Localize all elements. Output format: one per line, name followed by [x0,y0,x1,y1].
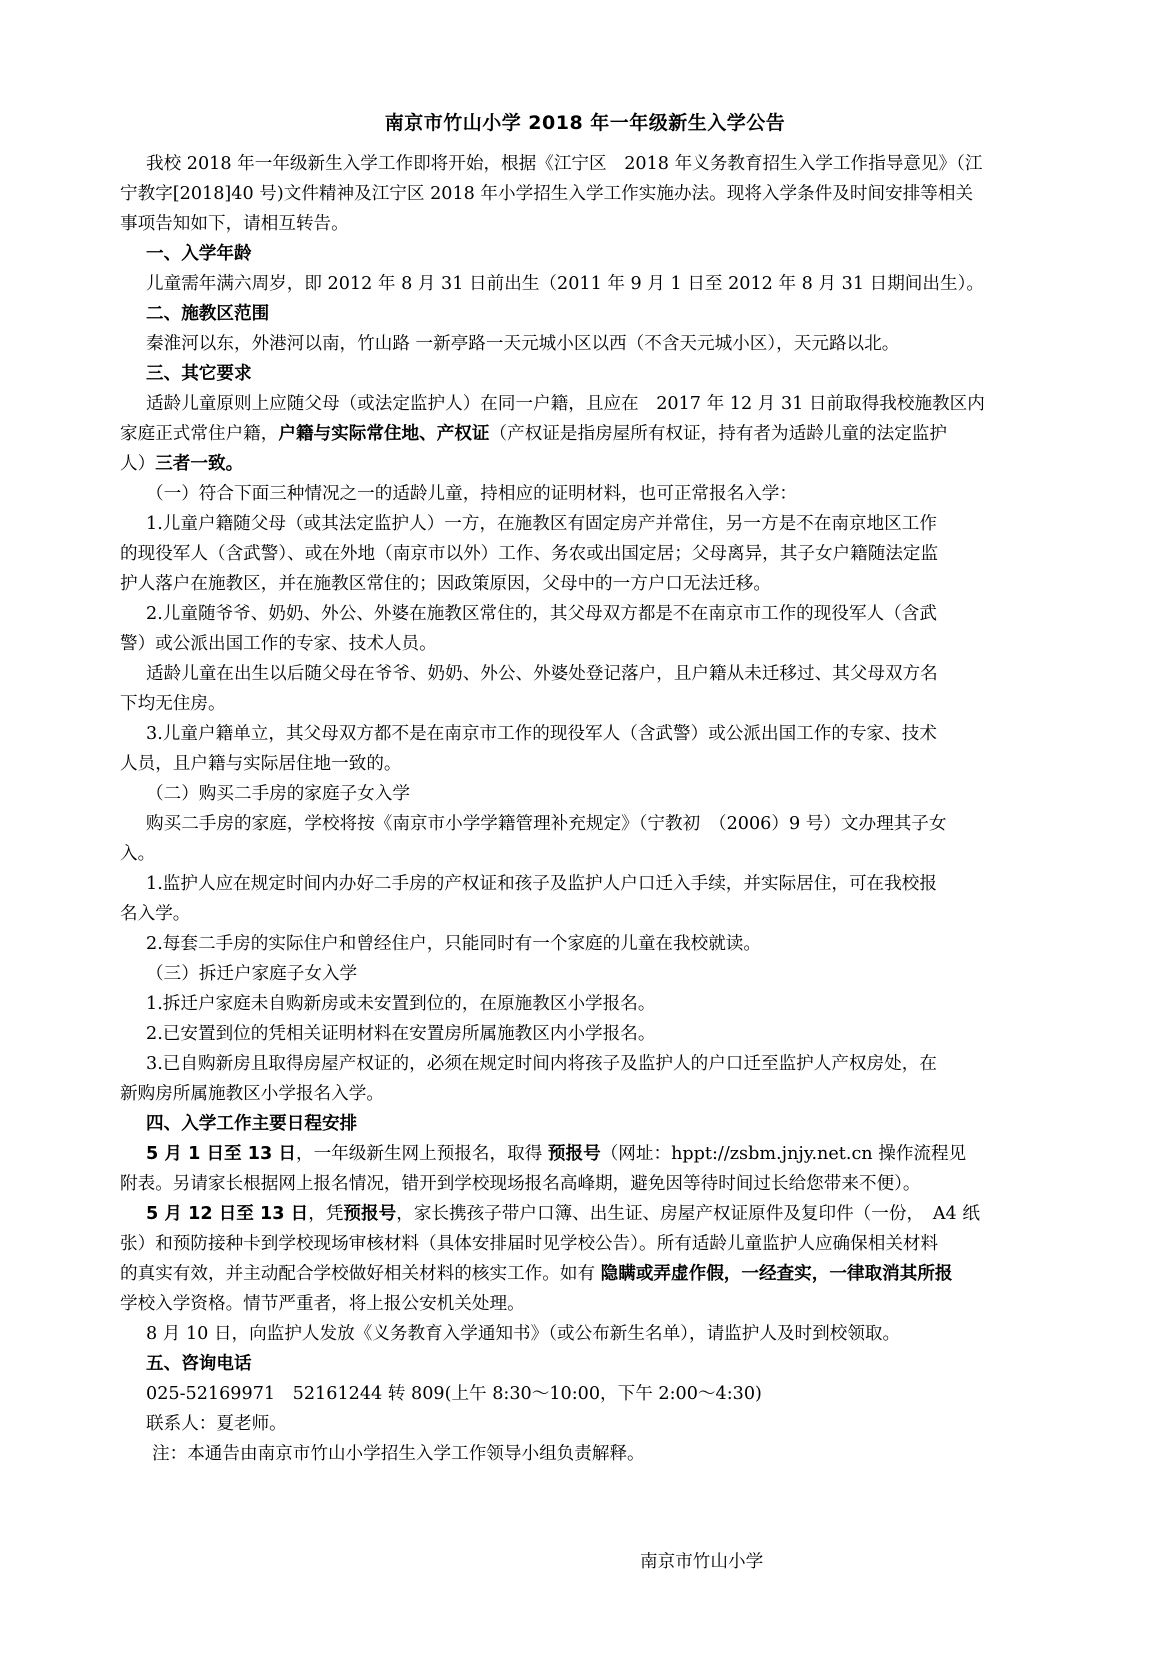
subsection-1-heading: （一）符合下面三种情况之一的适龄儿童，持相应的证明材料，也可正常报名入学： [146,484,797,504]
section-3-para-1-line-1: 适龄儿童原则上应随父母（或法定监护人）在同一户籍，且应在 2017 年 12 月 31 日前取得我校施教区内 [146,394,985,414]
item-2b-line-2: 下均无住房。 [120,694,226,714]
schedule-a-date: 5 月 1 日至 13 日 [146,1144,296,1164]
subsection-2-heading: （二）购买二手房的家庭子女入学 [146,784,410,804]
subsection-3-heading: （三）拆迁户家庭子女入学 [146,964,358,984]
text-segment: ，凭 [308,1204,344,1224]
subitem-2: 2.每套二手房的实际住户和曾经住户，只能同时有一个家庭的儿童在我校就读。 [146,934,761,954]
relocation-item-3-line-1: 3.已自购新房且取得房屋产权证的，必须在规定时间内将孩子及监护人的户口迁至监护人产权房处，在 [146,1054,937,1074]
section-1-text: 儿童需年满六周岁，即 2012 年 8 月 31 日前出生（2011 年 9 月 1 日至 2012 年 8 月 31 日期间出生）。 [146,274,984,294]
section-2-heading: 二、施教区范围 [146,304,270,324]
bold-segment: 预报号 [343,1204,397,1224]
intro-line-2: 宁教字[2018]40 号)文件精神及江宁区 2018 年小学招生入学工作实施办法。现将入学条件及时间安排等相关 [120,184,974,204]
relocation-item-2: 2.已安置到位的凭相关证明材料在安置房所属施教区内小学报名。 [146,1024,656,1044]
bold-segment: 三者一致。 [155,454,244,474]
schedule-b-date: 5 月 12 日至 13 日 [146,1204,309,1224]
subitem-1-line-2: 名入学。 [120,904,191,924]
schedule-c: 8 月 10 日，向监护人发放《义务教育入学通知书》（或公布新生名单），请监护人及时到校领取。 [146,1324,901,1344]
section-2-text: 秦淮河以东，外港河以南，竹山路 一新亭路一天元城小区以西（不含天元城小区），天元路以北。 [146,334,900,354]
text-segment: （网址：hppt://zsbm.jnjy.net.cn 操作流程见 [600,1144,967,1164]
document-title: 南京市竹山小学 2018 年一年级新生入学公告 [384,112,786,134]
section-3-para-1-line-2 [120,420,947,448]
text-segment: ，家长携孩子带户口簿、出生证、房屋产权证原件及复印件（一份， A4 纸 [396,1204,980,1224]
text-segment: ，一年级新生网上预报名，取得 [295,1144,548,1164]
schedule-b-line-2: 张）和预防接种卡到学校现场审核材料（具体安排届时见学校公告）。所有适龄儿童监护人应确保相关材料 [120,1234,939,1254]
section-4-heading: 四、入学工作主要日程安排 [146,1114,358,1134]
schedule-a-line-2: 附表。另请家长根据网上报名情况，错开到学校现场报名高峰期，避免因等待时间过长给您带来不便）。 [120,1174,921,1194]
text-segment: 的真实有效，并主动配合学校做好相关材料的核实工作。如有 [120,1264,601,1284]
section-3-para-1-line-3 [120,450,243,478]
item-1-line-3: 护人落户在施教区，并在施教区常住的；因政策原因，父母中的一方户口无法迁移。 [120,574,771,594]
schedule-a-line-1 [146,1140,966,1168]
footnote: 注：本通告由南京市竹山小学招生入学工作领导小组负责解释。 [152,1444,645,1464]
schedule-b-line-4: 学校入学资格。情节严重者，将上报公安机关处理。 [120,1294,525,1314]
relocation-item-1: 1.拆迁户家庭未自购新房或未安置到位的，在原施教区小学报名。 [146,994,656,1014]
item-3-line-1: 3.儿童户籍单立，其父母双方都不是在南京市工作的现役军人（含武警）或公派出国工作的专家、技术 [146,724,937,744]
text-segment: 家庭正式常住户籍， [120,424,279,444]
section-1-heading: 一、入学年龄 [146,244,252,264]
intro-line-1: 我校 2018 年一年级新生入学工作即将开始，根据《江宁区 2018 年义务教育招生入学工作指导意见》（江 [146,154,983,174]
section-3-heading: 三、其它要求 [146,364,252,384]
section-3-para-2-line-2: 入。 [120,844,156,864]
item-3-line-2: 人员，且户籍与实际居住地一致的。 [120,754,402,774]
item-2b-line-1: 适龄儿童在出生以后随父母在爷爷、奶奶、外公、外婆处登记落户，且户籍从未迁移过、其父母双方名 [146,664,938,684]
signature: 南京市竹山小学 [640,1552,764,1572]
item-1-line-2: 的现役军人（含武警）、或在外地（南京市以外）工作、务农或出国定居；父母离异，其子女户籍随法定监 [120,544,939,564]
item-2-line-1: 2.儿童随爷爷、奶奶、外公、外婆在施教区常住的，其父母双方都是不在南京市工作的现役军人（含武 [146,604,937,624]
subitem-1-line-1: 1.监护人应在规定时间内办好二手房的产权证和孩子及监护人户口迁入手续，并实际居住，可在我校报 [146,874,937,894]
section-3-para-2-line-1: 购买二手房的家庭，学校将按《南京市小学学籍管理补充规定》（宁教初 （2006）9 号）文办理其子女 [146,814,947,834]
bold-segment: 预报号 [547,1144,601,1164]
contact-person: 联系人：夏老师。 [146,1414,287,1434]
schedule-b-line-3 [120,1260,953,1288]
item-1-line-1: 1.儿童户籍随父母（或其法定监护人）一方，在施教区有固定房产并常住，另一方是不在南京地区工作 [146,514,937,534]
phone-numbers: 025-52169971 52161244 转 809(上午 8:30～10:00，下午 2:00～4:30) [146,1384,762,1404]
relocation-item-3-line-2: 新购房所属施教区小学报名入学。 [120,1084,384,1104]
text-segment: （产权证是指房屋所有权证，持有者为适龄儿童的法定监护 [489,424,947,444]
section-5-heading: 五、咨询电话 [146,1354,252,1374]
bold-segment: 隐瞒或弄虚作假，一经查实，一律取消其所报 [600,1264,953,1284]
intro-line-3: 事项告知如下，请相互转告。 [120,214,349,234]
item-2-line-2: 警）或公派出国工作的专家、技术人员。 [120,634,437,654]
schedule-b-line-1 [146,1200,980,1228]
text-segment: 人） [120,454,156,474]
bold-segment: 户籍与实际常住地、产权证 [278,424,490,444]
